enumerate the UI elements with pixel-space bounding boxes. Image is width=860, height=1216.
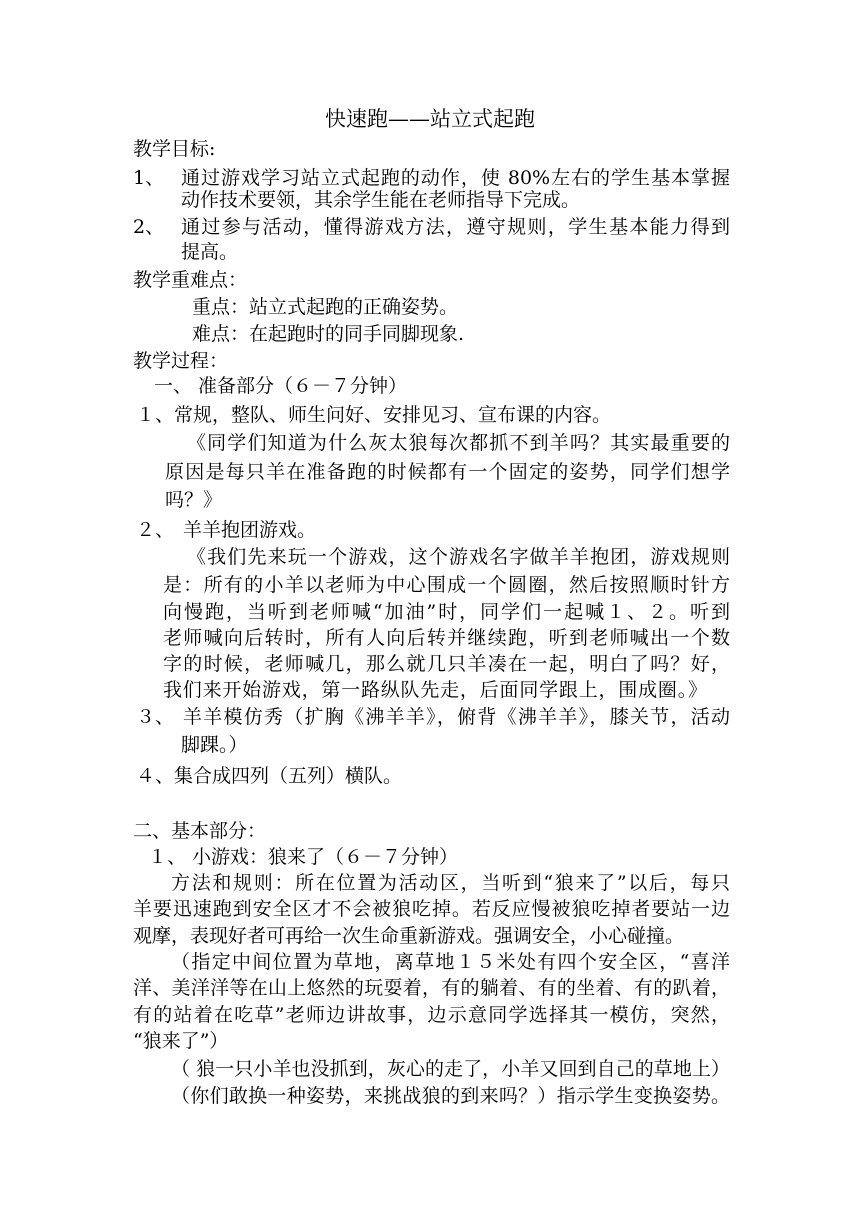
document-title: 快速跑——站立式起跑 xyxy=(325,107,535,131)
step2-quote-line: 向慢跑，当听到老师喊“加油”时，同学们一起喊１、２。听到 xyxy=(163,601,730,623)
objective-number: 2、 xyxy=(133,216,165,238)
step2-quote-line: 老师喊向后转时，所有人向后转并继续跑，听到老师喊出一个数 xyxy=(163,627,730,649)
step2-quote-line: 字的时候，老师喊几，那么就几只羊凑在一起，明白了吗？好， xyxy=(163,653,730,675)
step3-number: ３、 xyxy=(136,706,175,728)
rules-line: 方法和规则：所在位置为活动区，当听到“狼来了”以后，每只 xyxy=(171,872,730,894)
story-line: （ 狼一只小羊也没抓到，灰心的走了，小羊又回到自己的草地上） xyxy=(171,1058,730,1080)
game-heading: １、 小游戏：狼来了（６－７分钟） xyxy=(148,846,459,868)
step2: 羊羊抱团游戏。 xyxy=(183,519,317,541)
objectives-heading: 教学目标: xyxy=(133,138,216,160)
hard-point: 难点：在起跑时的同手同脚现象. xyxy=(192,323,465,345)
step2-quote-line: 我们来开始游戏，第一路纵队先走，后面同学跟上，围成圈。》 xyxy=(163,679,707,701)
step1-quote-line: 吗？》 xyxy=(165,489,223,511)
story-line: （你们敢换一种姿势，来挑战狼的到来吗？）指示学生变换姿势。 xyxy=(171,1085,730,1107)
step2-quote-line: 是：所有的小羊以老师为中心围成一个圆圈，然后按照顺时针方 xyxy=(163,574,730,596)
part2-heading: 二、基本部分： xyxy=(133,820,267,842)
objective-text-line: 提高。 xyxy=(181,241,239,263)
step2-number: ２、 xyxy=(136,519,175,541)
step1-quote-line: 原因是每只羊在准备跑的时候都有一个固定的姿势，同学们想学 xyxy=(165,461,730,483)
difficulty-heading: 教学重难点： xyxy=(133,269,248,291)
objective-number: 1、 xyxy=(133,167,165,189)
objective-text-line: 通过参与活动，懂得游戏方法，遵守规则，学生基本能力得到 xyxy=(181,216,730,238)
step2-quote-line: 《我们先来玩一个游戏，这个游戏名字做羊羊抱团，游戏规则 xyxy=(187,546,730,568)
story-line: 洋、美洋洋等在山上悠然的玩耍着，有的躺着、有的坐着、有的趴着， xyxy=(133,977,730,999)
story-line: 有的站着在吃草”老师边讲故事，边示意同学选择其一模仿，突然， xyxy=(133,1004,730,1026)
step4: ４、集合成四列（五列）横队。 xyxy=(136,765,403,787)
objective-text-line: 动作技术要领，其余学生能在老师指导下完成。 xyxy=(181,189,581,211)
step3-line: 羊羊模仿秀（扩胸《沸羊羊》，俯背《沸羊羊》，膝关节，活动 xyxy=(183,706,730,728)
rules-line: 羊要迅速跑到安全区才不会被狼吃掉。若反应慢被狼吃掉者要站一边 xyxy=(133,898,730,920)
key-point: 重点：站立式起跑的正确姿势。 xyxy=(192,296,459,318)
story-line: （指定中间位置为草地，离草地１５米处有四个安全区，“喜洋 xyxy=(171,951,730,973)
step1-quote-line: 《同学们知道为什么灰太狼每次都抓不到羊吗？其实最重要的 xyxy=(187,432,730,454)
step1: １、常规，整队、师生问好、安排见习、宣布课的内容。 xyxy=(136,404,612,426)
step3-line: 脚踝。） xyxy=(181,734,248,756)
story-line: “狼来了”） xyxy=(133,1030,229,1052)
objective-text-line: 通过游戏学习站立式起跑的动作，使 80%左右的学生基本掌握 xyxy=(181,167,730,189)
part1-heading: 一、 准备部分（６－７分钟） xyxy=(154,375,408,397)
process-heading: 教学过程： xyxy=(133,350,229,372)
rules-line: 观摩，表现好者可再给一次生命重新游戏。强调安全，小心碰撞。 xyxy=(133,925,685,947)
